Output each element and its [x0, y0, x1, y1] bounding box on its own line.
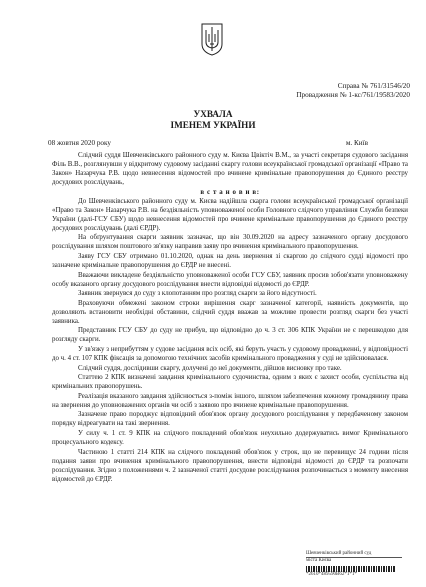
- document-title: УХВАЛА: [193, 109, 233, 119]
- document-subtitle: ІМЕНЕМ УКРАЇНИ: [170, 120, 256, 130]
- document-city: м. Київ: [345, 139, 368, 147]
- stamp-court-name: Шевченківський районний суд: [306, 551, 372, 556]
- paragraph: Слідчий суддя Шевченківського районного суду м. Києва Цвіктіч В.М., за участі секретаря судового засідання Філь В.В., розглянувши у відкритому судовому засіданні скаргу голови всеукраїнської громадської організації «Право та Закон» Назарчука Р.В. щодо невнесення відомостей про вчинене кримінальне правопорушення до Єдиного реєстру досудових розслідувань,: [52, 152, 408, 187]
- paragraph: Частиною 1 статті 214 КПК на слідчого покладений обов'язок у строк, що не перевищує 24 години після подання заяви про вчинення кримінального правопорушення, внести відповідні відомості до ЄРДР та розпочати розслідування. Згідно з положеннями ч. 2 зазначеної статті досудове розслідування розпочинається з моменту внесення відомостей до ЄРДР.: [52, 448, 408, 483]
- court-stamp: [306, 551, 406, 577]
- document-body: [52, 151, 408, 484]
- paragraph: Зазначене право породжує відповідний обов'язок органу досудового розслідування у передбаченому законом порядку відреагувати на такі звернення.: [52, 411, 408, 428]
- paragraph: Представник ГСУ СБУ до суду не прибув, що відповідно до ч. 3 ст. 306 КПК України не є перешкодою для розгляду скарги.: [52, 327, 408, 344]
- paragraph: Статтею 2 КПК визначені завдання кримінального судочинства, одним з яких є захист особи, суспільства від кримінальних правопорушень.: [52, 374, 408, 391]
- case-number: Справа № 761/31546/20: [337, 82, 410, 90]
- proceeding-number: Провадження № 1-кс/761/19583/2020: [296, 91, 410, 99]
- paragraph: Враховуючи обмежені законом строки вирішення скарг зазначеної категорії, наявність документів, що дозволяють встановити необхідні обставини, слідчий суддя вважав за можливе провести розгляд скарги без участі заявника.: [52, 299, 408, 325]
- paragraph: У зв'язку з неприбуттям у судове засідання всіх осіб, які беруть участь у судовому провадженні, у відповідності до ч. 4 ст. 107 КПК фіксація за допомогою технічних засобів кримінального провадження у суді не здійснювалася.: [52, 345, 408, 363]
- paragraph: Заявник звернувся до суду з клопотанням про розгляд скарги за його відсутності.: [78, 290, 317, 298]
- paragraph: У силу ч. 1 ст. 9 КПК на слідчого покладений обов'язок неухильно додержуватись вимог Кримінального процесуального кодексу.: [52, 429, 408, 446]
- document-date: 08 жовтня 2020 року: [48, 139, 112, 147]
- paragraph: Заяву ГСУ СБУ отримано 01.10.2020, однак на день звернення зі скаргою до слідчого судді відомості про зазначене кримінальне правопорушення до ЄРДР не внесені.: [52, 253, 408, 270]
- paragraph: На обґрунтування скарги заявник зазначає, що він 30.09.2020 на адресу зазначеного органу досудового розслідування шляхом поштового зв'язку направив заяву про вчинення кримінального правопорушення.: [52, 234, 408, 251]
- section-heading: в с т а н о в и в:: [200, 188, 260, 196]
- paragraph: Слідчий суддя, дослідивши скаргу, долучені до неї документи, дійшов висновку про таке.: [78, 364, 342, 372]
- stamp-code: *2610*489590B62*1*1*: [306, 572, 357, 577]
- date-place-line: [48, 139, 368, 148]
- coat-of-arms-icon: [200, 22, 224, 56]
- stamp-city: міста Києва: [306, 558, 332, 563]
- case-reference: [296, 82, 410, 100]
- paragraph: Вважаючи викладене бездіяльністю уповноваженої особи ГСУ СБУ, заявник просив зобов'язати уповноважену особу вказаного органу досудового розслідування внести відповідні відомості до ЄРДР.: [52, 271, 408, 288]
- paragraph: Реалізація вказаного завдання здійснюється з-поміж іншого, шляхом забезпечення кожному громадянину права на звернення до уповноважених органів чи осіб з заявою про вчинене кримінальне правопорушення.: [52, 392, 408, 409]
- paragraph: До Шевченківського районного суду м. Києва надійшла скарга голови всеукраїнської громадської організації «Право та Закон» Назарчука Р.В. на бездіяльність уповноваженої особи Головного слідчого управління Служби безпеки України (далі-ГСУ СБУ) щодо невнесення відомостей про вчинене кримінальне правопорушення до Єдиного реєстру досудових розслідувань (далі ЄРДР).: [52, 197, 408, 232]
